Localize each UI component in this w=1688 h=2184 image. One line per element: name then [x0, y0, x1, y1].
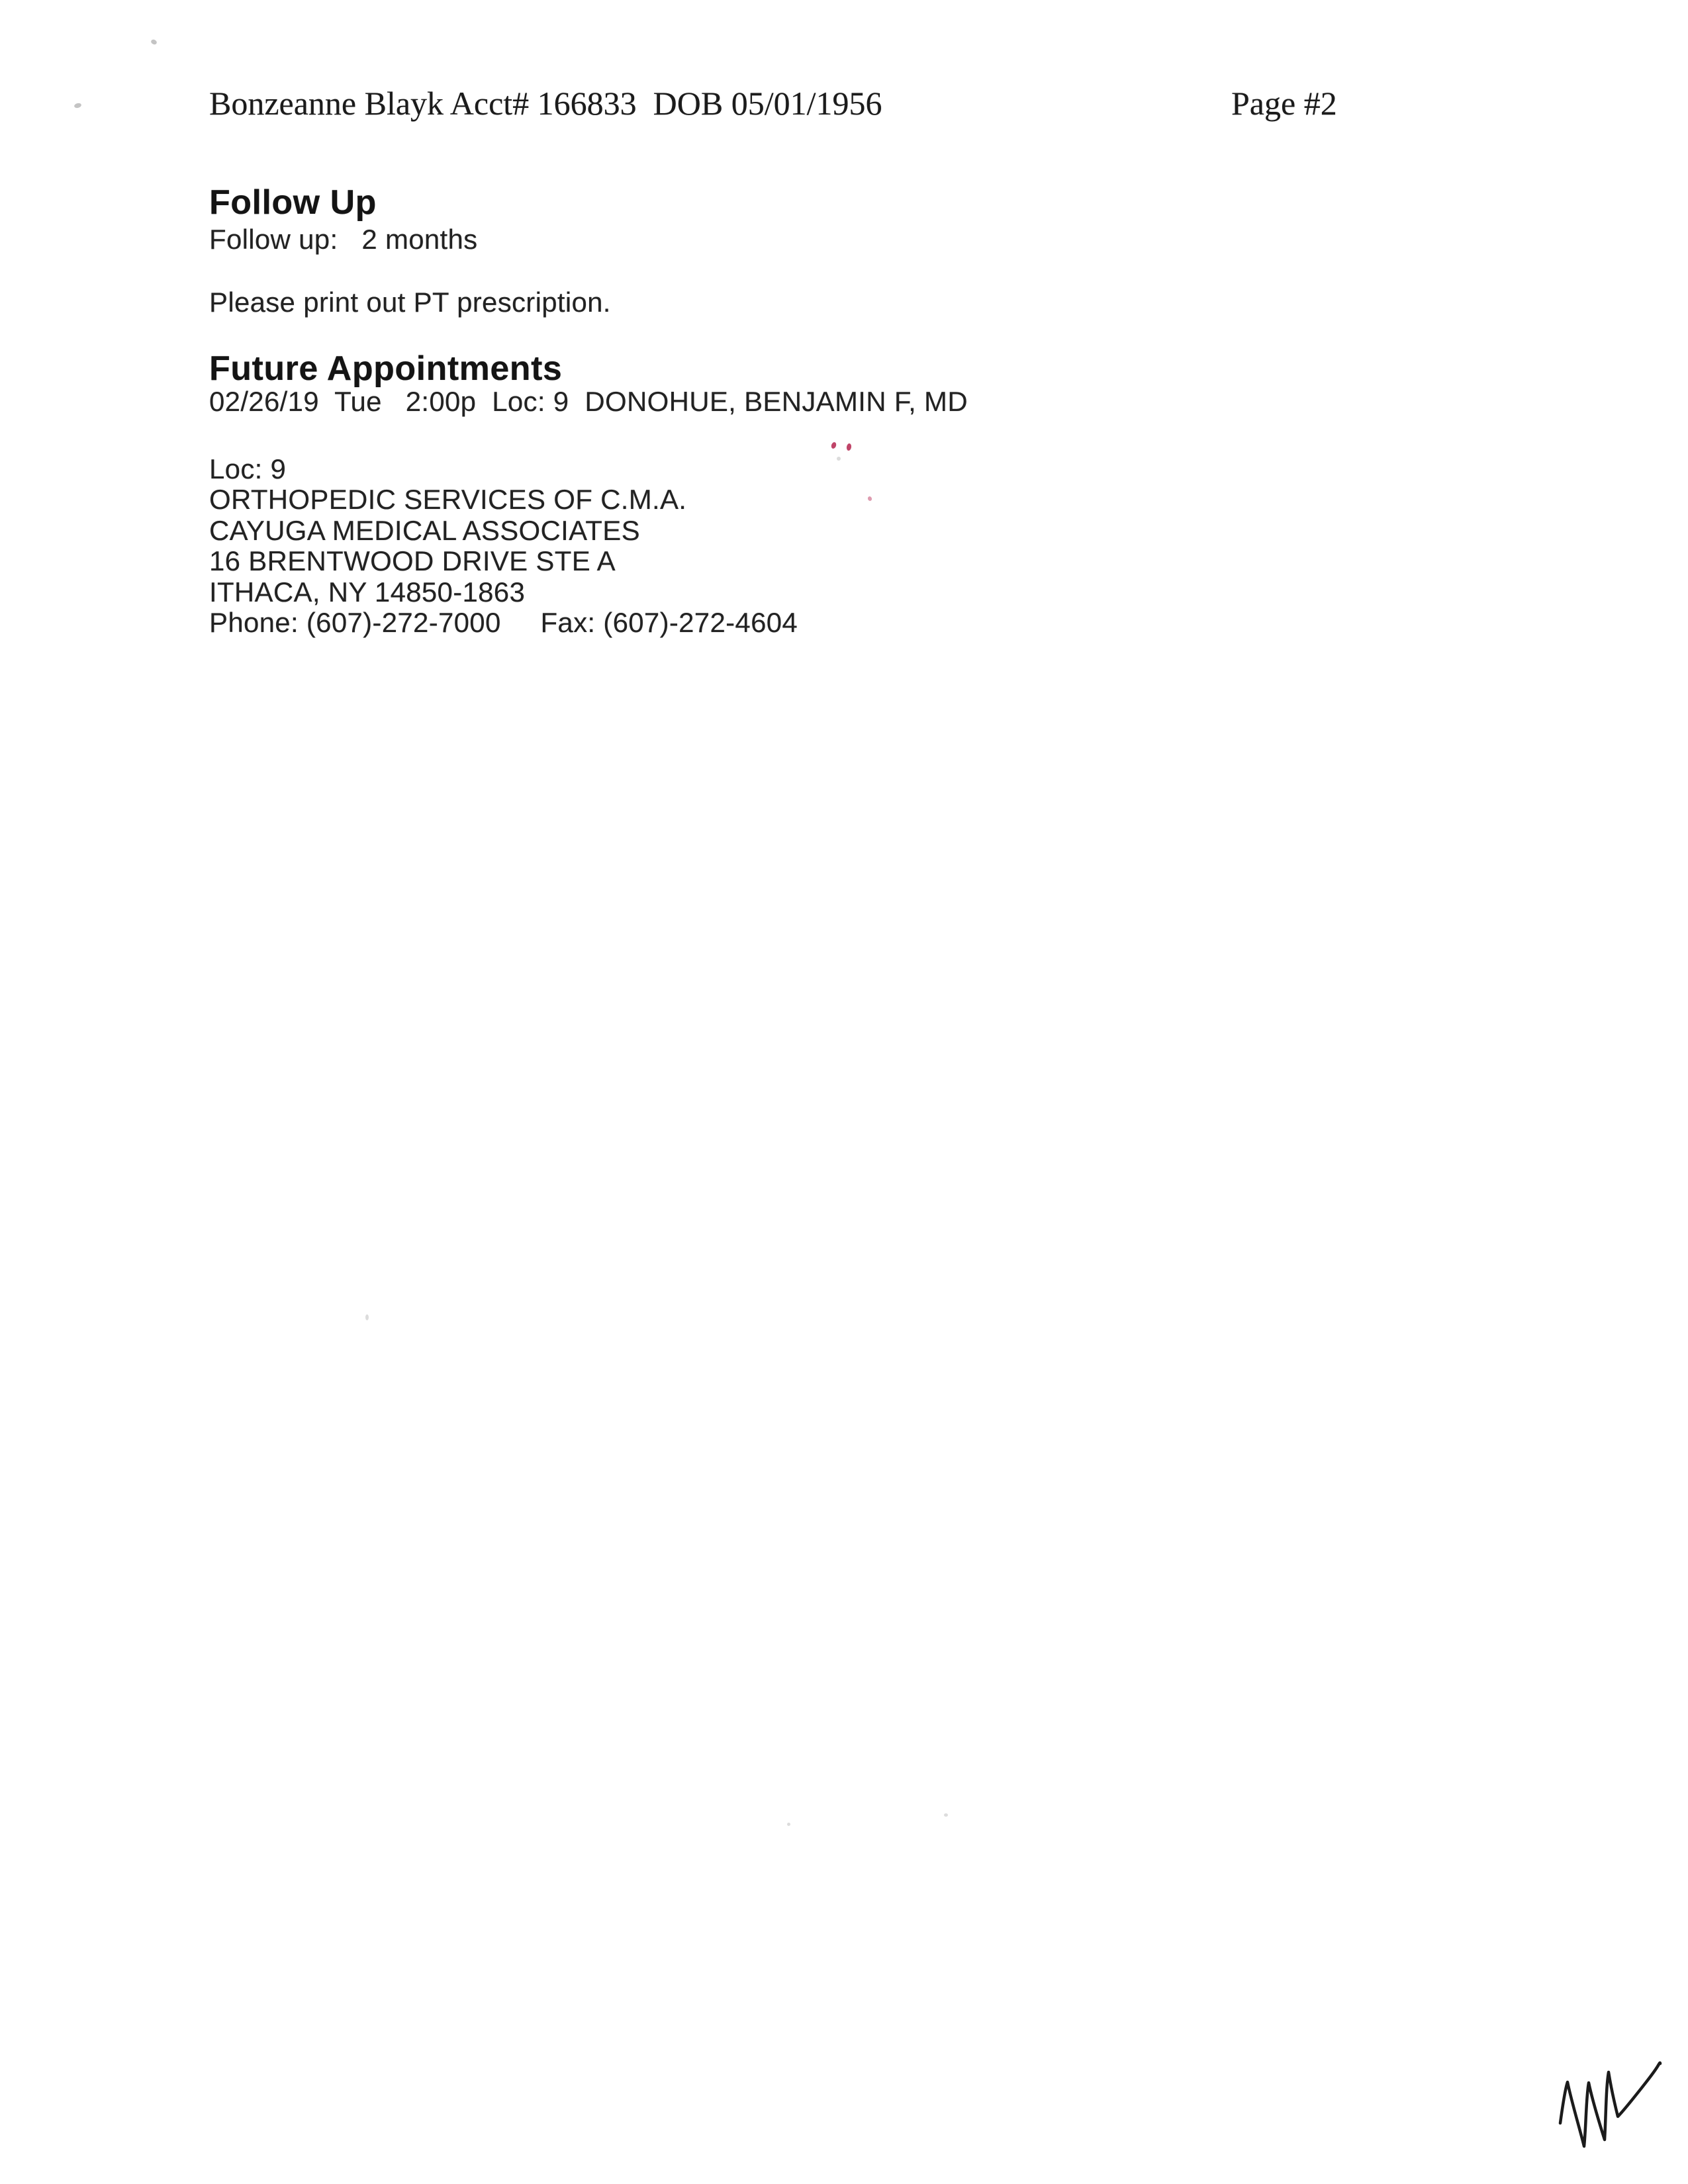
- red-ink-speck: [867, 496, 872, 502]
- location-line: Loc: 9: [209, 453, 287, 484]
- location-line: ITHACA, NY 14850-1863: [209, 576, 526, 608]
- appointment-line: 02/26/19 Tue 2:00p Loc: 9 DONOHUE, BENJAMIN F, MD: [209, 386, 968, 417]
- section-heading-future-appointments: Future Appointments: [209, 349, 563, 388]
- scan-speck: [837, 457, 841, 461]
- patient-header-line: Bonzeanne Blayk Acct# 166833 DOB 05/01/1956: [209, 85, 882, 122]
- section-heading-follow-up: Follow Up: [209, 183, 377, 222]
- scan-speck: [944, 1813, 948, 1817]
- phone-fax-line: Phone: (607)-272-7000 Fax: (607)-272-4604: [209, 607, 798, 638]
- location-line: 16 BRENTWOOD DRIVE STE A: [209, 545, 616, 576]
- location-line: CAYUGA MEDICAL ASSOCIATES: [209, 515, 640, 546]
- location-line: ORTHOPEDIC SERVICES OF C.M.A.: [209, 484, 687, 515]
- red-ink-speck: [831, 441, 837, 449]
- signature-scribble: [1549, 2052, 1668, 2158]
- page-number: Page #2: [1231, 85, 1337, 122]
- scan-speck: [787, 1823, 790, 1826]
- red-ink-speck: [846, 443, 852, 451]
- follow-up-interval-line: Follow up: 2 months: [209, 224, 478, 255]
- pt-prescription-note: Please print out PT prescription.: [209, 287, 611, 318]
- scan-speck: [150, 38, 158, 45]
- scan-speck: [365, 1314, 369, 1320]
- scan-speck: [73, 103, 81, 109]
